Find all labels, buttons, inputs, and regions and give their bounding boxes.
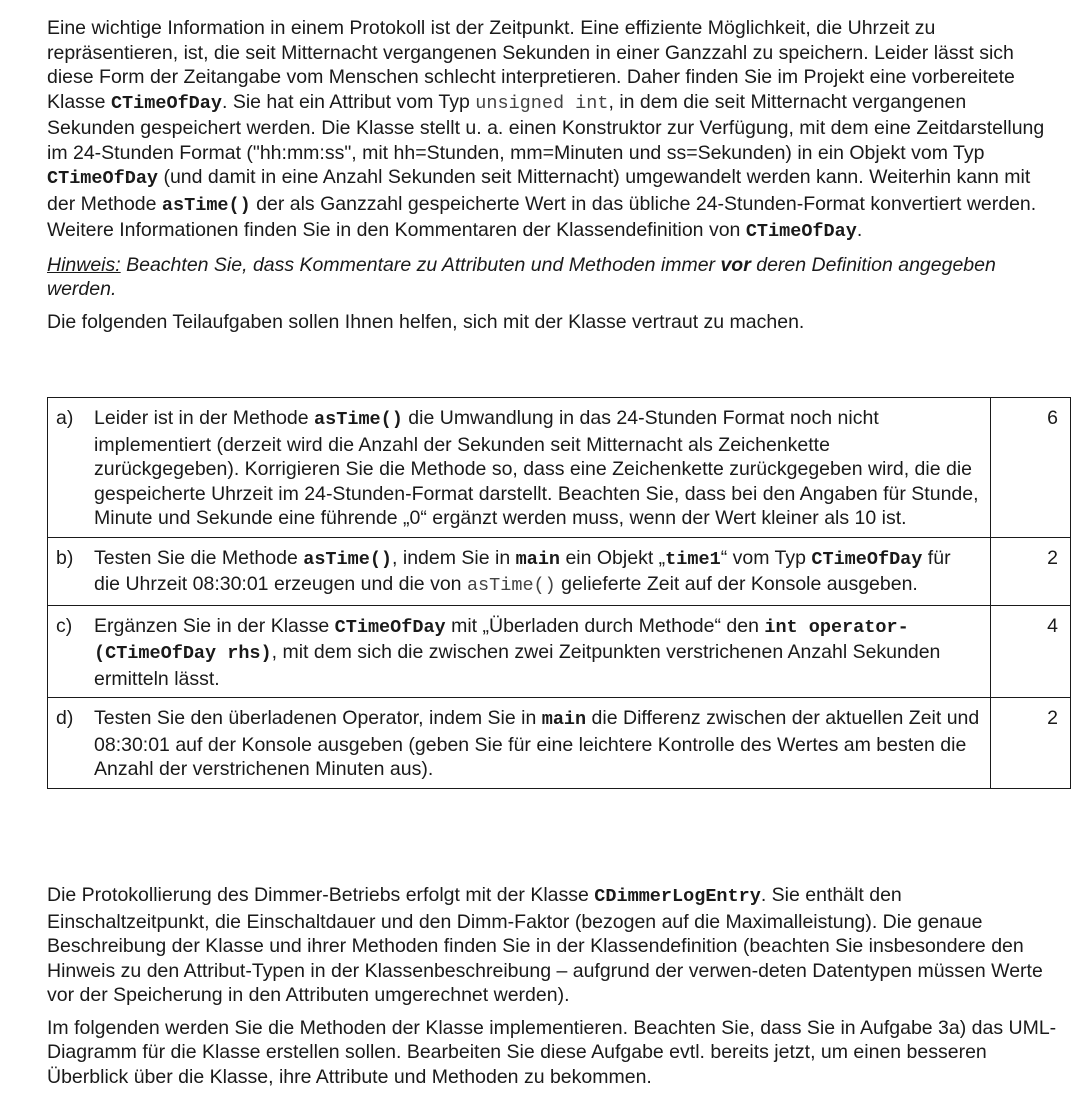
code-term: CTimeOfDay (47, 168, 159, 189)
task-letter: a) (56, 407, 74, 429)
task-letter: b) (56, 546, 74, 569)
implementation-paragraph: Im folgenden werden Sie die Methoden der Klasse implementieren. Beachten Sie, dass Sie in Aufgabe 3a) das UML-Diagramm für die Klasse erstellen sollen. Bearbeiten Sie diese Aufgabe evtl. bereits jetzt, um einen besseren Überblick über die Klasse, ihre Attribute und Methoden zu bekommen. (47, 1016, 1057, 1088)
code-term: asTime() (466, 575, 556, 596)
hint-note (47, 253, 1052, 302)
task-row-a (48, 398, 1071, 538)
text-run: (und damit in eine Anzahl Sekunden seit Mitternacht) umgewandelt werden kann. Weiterhin kann mit der Methode (47, 166, 1031, 215)
text-run: “ vom Typ (720, 546, 812, 569)
task-text (94, 406, 980, 531)
code-term: CTimeOfDay (745, 221, 857, 242)
task-letter: c) (56, 614, 73, 637)
task-cell (48, 605, 991, 698)
code-term: main (541, 709, 587, 730)
text-run: der als Ganzzahl gespeicherte Wert in das übliche 24-Stunden-Format konvertiert werden. Weitere Informationen finden Sie in den Kommentaren der Klassendefinition von (47, 192, 1037, 241)
intro-followup: Die folgenden Teilaufgaben sollen Ihnen helfen, sich mit der Klasse vertraut zu machen. (47, 310, 805, 333)
hint-text-post: deren Definition angegeben werden. (47, 253, 996, 300)
text-run: Leider ist in der Methode (94, 407, 315, 429)
task-letter: d) (56, 707, 74, 729)
hint-text-pre: Beachten Sie, dass Kommentare zu Attributen und Methoden immer (120, 253, 721, 276)
task-text (94, 546, 980, 599)
text-run: die Differenz zwischen der aktuellen Zeit und 08:30:01 auf der Konsole ausgeben (geben Sie für eine leichtere Kontrolle des Wertes am besten die Anzahl der verstrichenen Minuten aus). (94, 707, 980, 780)
text-run: Ergänzen Sie in der Klasse (94, 614, 335, 637)
text-run: mit „Überladen durch Methode“ den (445, 614, 765, 637)
code-term: int operator-(CTimeOfDay rhs) (94, 616, 909, 664)
task-row-c (48, 605, 1071, 698)
text-run: Testen Sie den überladenen Operator, indem Sie in (94, 707, 542, 729)
task-cell (48, 537, 991, 605)
task-row-b (48, 537, 1071, 605)
text-run: , indem Sie in (392, 546, 516, 569)
intro-section (47, 16, 1052, 342)
code-term: CDimmerLogEntry (594, 886, 761, 907)
text-run: . (856, 219, 863, 241)
intro-paragraph (47, 16, 1052, 245)
code-term: main (515, 548, 561, 570)
code-term: CTimeOfDay (334, 616, 446, 638)
text-run: die Umwandlung in das 24-Stunden Format noch nicht implementiert (derzeit wird die Anzahl der Sekunden seit Mitternacht als Zeichenkette zurückgegeben). Korrigieren Sie die Methode so, dass eine Zeichenkette zurückgegeben wird, die die gespeicherte Uhrzeit im 24-Stunden-Format darstellt. Beachten Sie, dass bei den Angaben für Stunde, Minute und Sekunde eine führende „0“ ergänzt werden muss, wenn der Wert kleiner als 10 ist. (94, 407, 979, 529)
text-run: Die Protokollierung des Dimmer-Betriebs erfolgt mit der Klasse (47, 884, 595, 906)
text-run: . Sie enthält den Einschaltzeitpunkt, die Einschaltdauer und den Dimm-Faktor (bezogen auf die Maximalleistung). Die genaue Beschreibung der Klasse und ihrer Methoden finden Sie in der Klassendefinition (beachten Sie insbesondere den Hinweis zu den Attribut-Typen in der Klassenbeschreibung – aufgrund der verwen-deten Datentypen müssen Werte vor der Speicherung in den Attributen umgerechnet werden). (47, 884, 1043, 1006)
task-table (47, 397, 1071, 789)
code-term: CTimeOfDay (811, 548, 923, 570)
task-cell (48, 698, 991, 789)
dimmer-log-section (47, 883, 1057, 1097)
code-term: time1 (665, 548, 721, 570)
code-term: asTime() (303, 548, 393, 570)
code-term: asTime() (314, 409, 403, 430)
text-run: Eine wichtige Information in einem Protokoll ist der Zeitpunkt. Eine effiziente Möglichkeit, die Uhrzeit zu repräsentieren, ist, die seit Mitternacht vergangenen Sekunden in einer Ganzzahl zu speichern. Leider lässt sich diese Form der Zeitangabe vom Menschen schlecht interpretieren. Daher finden Sie im Projekt eine vorbereitete Klasse (47, 17, 1015, 113)
code-term: unsigned int (475, 92, 609, 114)
task-points: 2 (991, 698, 1071, 789)
task-cell (48, 398, 991, 538)
task-points: 6 (991, 398, 1071, 538)
text-run: gelieferte Zeit auf der Konsole ausgeben. (555, 573, 918, 595)
task-points: 2 (991, 537, 1071, 605)
task-row-d (48, 698, 1071, 789)
hint-label: Hinweis: (47, 253, 121, 276)
text-run: für die Uhrzeit 08:30:01 erzeugen und die von (94, 546, 951, 595)
task-points: 4 (991, 605, 1071, 698)
hint-emphasis: vor (720, 253, 751, 276)
text-run: . Sie hat ein Attribut vom Typ (221, 90, 476, 113)
text-run: , mit dem sich die zwischen zwei Zeitpunkten verstrichenen Anzahl Sekunden ermitteln lässt. (94, 641, 941, 690)
text-run: , in dem die seit Mitternacht vergangenen Sekunden gespeichert werden. Die Klasse stellt u. a. einen Konstruktor zur Verfügung, mit dem eine Zeitdarstellung im 24-Stunden Format ("hh:mm:ss", mit hh=Stunden, mm=Minuten und ss=Sekunden) in ein Objekt vom Typ (47, 90, 1045, 164)
text-run: Testen Sie die Methode (94, 546, 304, 569)
task-text (94, 614, 980, 692)
code-term: CTimeOfDay (110, 92, 222, 114)
task-text (94, 706, 980, 782)
code-term: asTime() (161, 194, 251, 216)
text-run: ein Objekt „ (560, 546, 666, 569)
dimmer-log-paragraph (47, 883, 1057, 1008)
